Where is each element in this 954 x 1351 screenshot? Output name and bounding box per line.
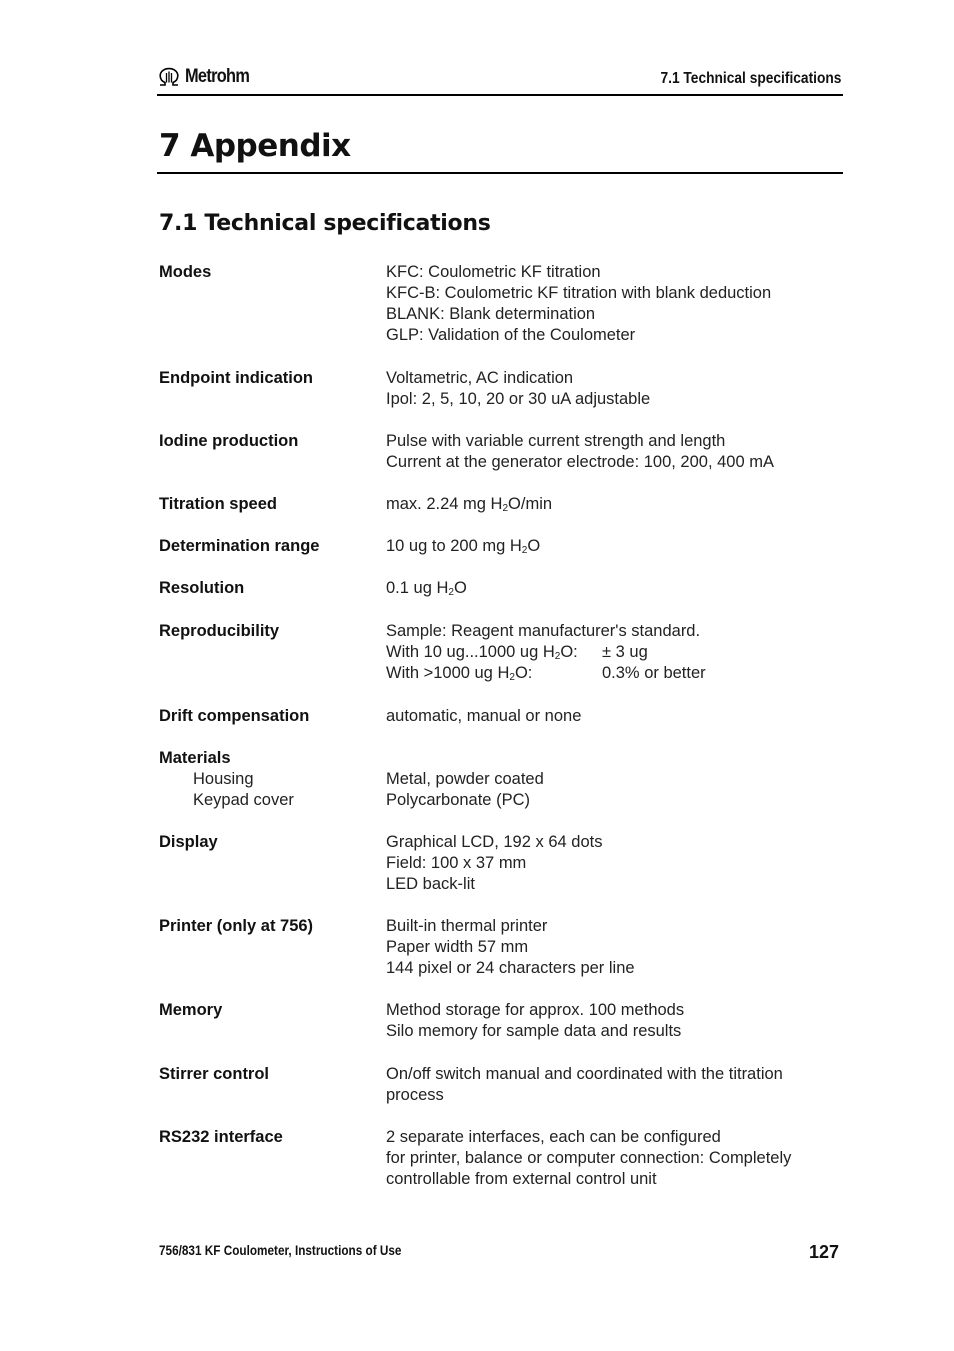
spec-values — [386, 1064, 783, 1106]
spec-values — [386, 621, 706, 684]
spec-values — [386, 536, 540, 557]
spec-values — [386, 916, 635, 979]
spec-value-line: Metal, powder coated — [386, 770, 544, 788]
omega-logo-icon — [157, 67, 181, 87]
spec-label: Determination range — [159, 537, 320, 555]
spec-value-line: max. 2.24 mg $H_2O/\min$ — [386, 495, 553, 514]
spec-label: Endpoint indication — [159, 369, 313, 387]
spec-label: Stirrer control — [159, 1065, 270, 1083]
spec-value-line: Sample: Reagent manufacturer's standard. — [386, 622, 701, 640]
spec-values — [386, 1127, 791, 1190]
spec-label: Titration speed — [159, 495, 277, 513]
brand-name: Metrohm — [185, 66, 250, 87]
spec-label: Display — [159, 833, 218, 851]
spec-label: Materials — [159, 749, 231, 767]
spec-value-line: With >1000 ug $H_2O$: 0.3% or better — [386, 664, 706, 683]
spec-label: Reproducibility — [159, 622, 280, 640]
spec-value-line: 0.1 ug $H_2O$ — [386, 579, 467, 598]
spec-value-line: 10 ug to 200 mg $H_2O$ — [386, 537, 541, 556]
spec-value-line: Silo memory for sample data and results — [386, 1022, 682, 1040]
spec-label: Printer (only at 756) — [159, 917, 314, 935]
spec-value-line: 144 pixel or 24 characters per line — [386, 959, 635, 977]
spec-value-line: Polycarbonate (PC) — [386, 791, 530, 809]
spec-value-line: automatic, manual or none — [386, 707, 582, 725]
spec-value-line: controllable from external control unit — [386, 1170, 657, 1188]
page-header — [157, 62, 843, 96]
spec-value-line: Method storage for approx. 100 methods — [386, 1001, 685, 1019]
spec-sublabel-keypad: Keypad cover — [193, 791, 294, 809]
spec-label: RS232 interface — [159, 1128, 283, 1146]
spec-value-line: Built-in thermal printer — [386, 917, 548, 935]
spec-label: Iodine production — [159, 432, 299, 450]
spec-value-line: Ipol: 2, 5, 10, 20 or 30 uA adjustable — [386, 390, 651, 408]
spec-value-line: KFC-B: Coulometric KF titration with blank deduction — [386, 284, 772, 302]
footer-document-title: 756/831 KF Coulometer, Instructions of Use — [159, 1242, 402, 1258]
spec-values — [386, 262, 771, 346]
spec-values — [386, 832, 602, 895]
spec-values — [386, 769, 544, 811]
spec-value-line: With 10 ug...1000 ug $H_2O$: ± 3 ug — [386, 643, 648, 662]
spec-value-line: Graphical LCD, 192 x 64 dots — [386, 833, 603, 851]
spec-value-line: 2 separate interfaces, each can be configured — [386, 1128, 721, 1146]
spec-value-line: BLANK: Blank determination — [386, 305, 596, 323]
spec-values — [386, 431, 774, 473]
spec-sublabel-housing: Housing — [193, 770, 254, 788]
spec-value-line: Current at the generator electrode: 100, 200, 400 mA — [386, 453, 774, 471]
spec-values — [386, 706, 581, 727]
spec-values — [386, 578, 467, 599]
spec-value-line: for printer, balance or computer connection: Completely — [386, 1149, 792, 1167]
spec-label: Drift compensation — [159, 707, 310, 725]
spec-value-line: process — [386, 1086, 444, 1104]
spec-value-line: Field: 100 x 37 mm — [386, 854, 527, 872]
spec-label: Resolution — [159, 579, 245, 597]
spec-value-line: Pulse with variable current strength and length — [386, 432, 726, 450]
page-number: 127 — [809, 1242, 840, 1262]
spec-value-line: Paper width 57 mm — [386, 938, 529, 956]
brand-logo — [157, 66, 260, 88]
section-title: 7.1 Technical specifications — [159, 211, 491, 236]
spec-value-line: On/off switch manual and coordinated with the titration — [386, 1065, 783, 1083]
header-section-ref: 7.1 Technical specifications — [660, 70, 841, 87]
spec-values — [386, 368, 650, 410]
spec-values — [386, 494, 552, 515]
chapter-title: 7 Appendix — [159, 128, 351, 164]
spec-value-line: Voltametric, AC indication — [386, 369, 574, 387]
spec-value-line: LED back-lit — [386, 875, 475, 893]
spec-label: Memory — [159, 1001, 223, 1019]
chapter-divider — [157, 172, 843, 174]
spec-values — [386, 1000, 684, 1042]
spec-value-line: KFC: Coulometric KF titration — [386, 263, 601, 281]
spec-label: Modes — [159, 263, 212, 281]
spec-value-line: GLP: Validation of the Coulometer — [386, 326, 636, 344]
